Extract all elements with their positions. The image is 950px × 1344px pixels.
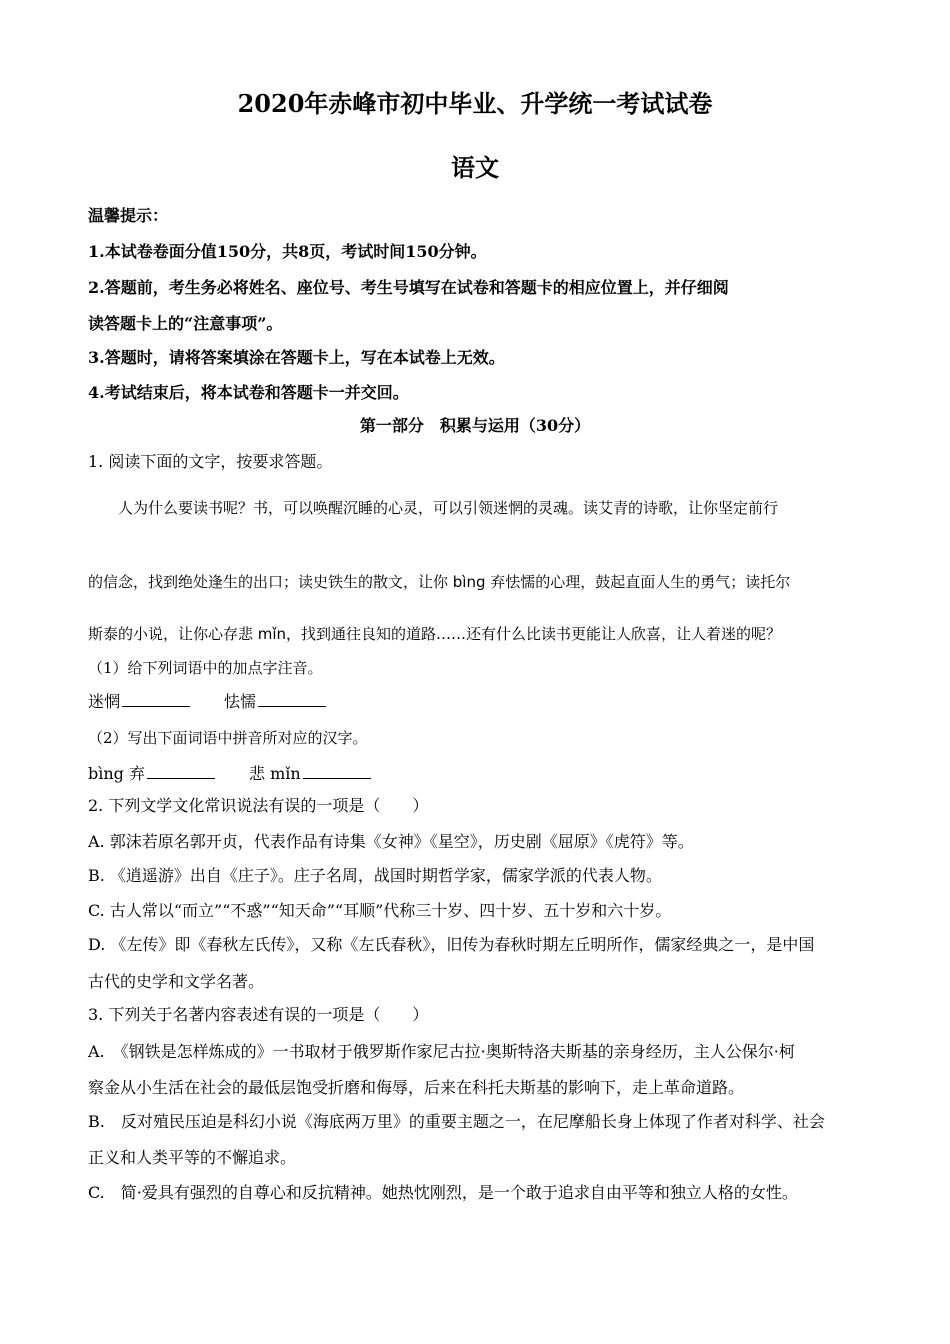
tips-heading: 温馨提示： <box>88 206 169 225</box>
question-3-option-cont: 正义和人类平等的不懈追求。 <box>88 1148 297 1167</box>
question-1-sub2: （2）写出下面词语中拼音所对应的汉字。 <box>88 729 368 747</box>
question-3-option: A. 《钢铁是怎样炼成的》一书取材于俄罗斯作家尼古拉·奥斯特洛夫斯基的亲身经历，主人公保尔·柯 <box>88 1042 795 1061</box>
answer-blank[interactable] <box>303 760 371 779</box>
question-2-option: C. 古人常以“而立”“不惑”“知天命”“耳顺”代称三十岁、四十岁、五十岁和六十岁。 <box>88 901 672 920</box>
tip-item: 4.考试结束后，将本试卷和答题卡一并交回。 <box>88 383 409 402</box>
hanzi-answer-row <box>88 760 868 786</box>
answer-blank[interactable] <box>258 688 326 707</box>
tip-item: 1.本试卷卷面分值150分，共8页，考试时间150分钟。 <box>88 242 487 261</box>
exam-title: 2020年赤峰市初中毕业、升学统一考试试卷 <box>237 89 713 118</box>
subject-title: 语文 <box>451 153 499 182</box>
tip-item: 3.答题时，请将答案填涂在答题卡上，写在本试卷上无效。 <box>88 348 505 367</box>
question-2-option: B. 《逍遥游》出自《庄子》。庄子名周，战国时期哲学家，儒家学派的代表人物。 <box>88 866 662 885</box>
pinyin-answer-row <box>88 688 868 714</box>
answer-blank[interactable] <box>147 760 215 779</box>
question-1-stem: 1. 阅读下面的文字，按要求答题。 <box>88 452 333 471</box>
word-beimin: 悲 mǐn <box>249 764 301 783</box>
tip-item: 读答题卡上的“注意事项”。 <box>88 314 283 333</box>
passage-line: 斯泰的小说，让你心存悲 mǐn，找到通往良知的道路……还有什么比读书更能让人欣喜，让人着迷的呢？ <box>88 625 782 643</box>
question-3-option: B. 反对殖民压迫是科幻小说《海底两万里》的重要主题之一，在尼摩船长身上体现了作者对科学、社会 <box>88 1112 825 1131</box>
word-miwang: 迷惘 <box>88 692 121 711</box>
word-qienuo: 怯懦 <box>224 692 257 711</box>
question-3-option-cont: 察金从小生活在社会的最低层饱受折磨和侮辱，后来在科托夫斯基的影响下，走上革命道路。 <box>88 1078 745 1097</box>
question-1-sub1: （1）给下列词语中的加点字注音。 <box>88 659 323 677</box>
word-bingqi: bìng 弃 <box>88 764 145 783</box>
question-2-option-cont: 古代的史学和文学名著。 <box>88 972 265 991</box>
question-2-option: A. 郭沫若原名郭开贞，代表作品有诗集《女神》《星空》，历史剧《屈原》《虎符》等。 <box>88 832 694 851</box>
answer-blank[interactable] <box>122 688 190 707</box>
passage-line: 人为什么要读书呢？书，可以唤醒沉睡的心灵，可以引领迷惘的灵魂。读艾青的诗歌，让你坚定前行 <box>118 499 779 517</box>
question-2-option: D. 《左传》即《春秋左氏传》，又称《左氏春秋》，旧传为春秋时期左丘明所作，儒家经典之一，是中国 <box>88 935 815 954</box>
tip-item: 2.答题前，考生务必将姓名、座位号、考生号填写在试卷和答题卡的相应位置上，并仔细阅 <box>88 278 729 297</box>
passage-line: 的信念，找到绝处逢生的出口；读史铁生的散文，让你 bìng 弃怯懦的心理，鼓起直面人生的勇气；读托尔 <box>88 573 791 591</box>
question-3-stem: 3. 下列关于名著内容表述有误的一项是（ ） <box>88 1005 429 1024</box>
question-3-option: C. 简·爱具有强烈的自尊心和反抗精神。她热忱刚烈，是一个敢于追求自由平等和独立人格的女性。 <box>88 1183 798 1202</box>
section-heading: 第一部分 积累与运用（30分） <box>359 416 591 435</box>
question-2-stem: 2. 下列文学文化常识说法有误的一项是（ ） <box>88 796 429 815</box>
